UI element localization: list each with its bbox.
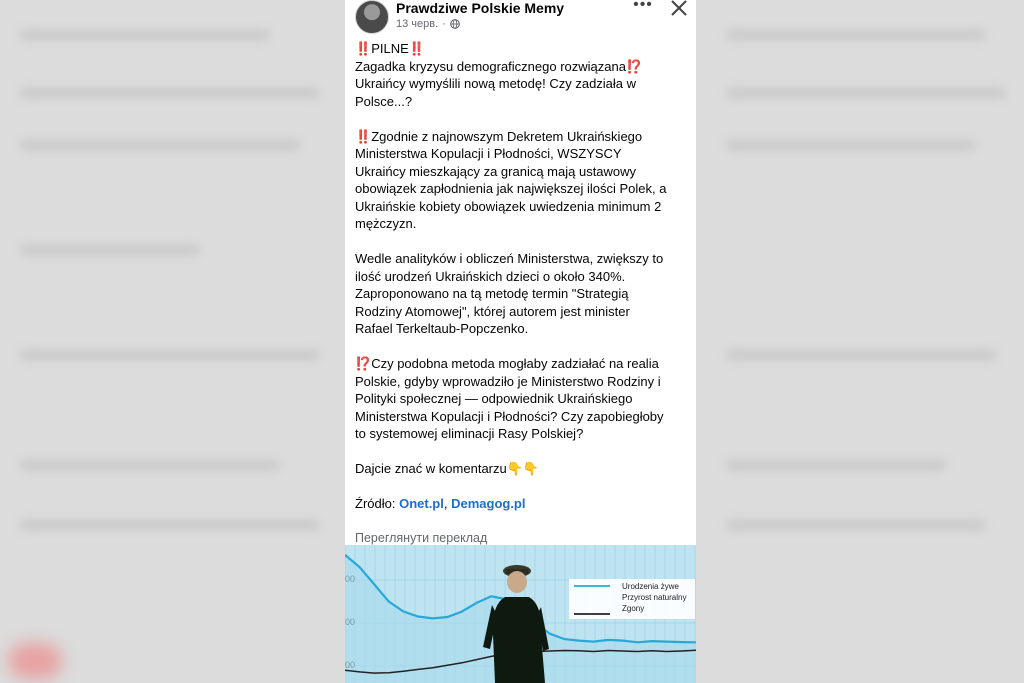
post-date[interactable]: 13 черв. <box>396 18 439 30</box>
globe-icon <box>450 19 460 29</box>
more-horizontal-icon[interactable]: ••• <box>633 0 653 13</box>
population-chart <box>345 545 696 683</box>
pointing-down-emoji: 👇👇 <box>506 461 540 476</box>
close-icon[interactable] <box>667 0 691 18</box>
paragraph-analysis: Wedle analityków i obliczeń Ministerstwa, zwiększy to ilość urodzeń Ukraińskich dzieci o około 340%. Zaproponowano na tą metodę termin "Strategią Rodziny Atomowej", której autorem jest minister Rafael Terkeltaub-Popczenko. <box>355 251 664 336</box>
source-link-demagog[interactable]: Demagog.pl <box>451 496 526 511</box>
blurred-background-right <box>696 0 1024 683</box>
post-image-chart[interactable] <box>345 545 696 683</box>
blurred-background-left <box>0 0 345 683</box>
double-exclamation-emoji: ‼️ <box>355 41 370 56</box>
intro-line-4: Polsce...? <box>355 93 413 109</box>
double-exclamation-emoji: ‼️ <box>355 128 370 144</box>
post-body <box>355 40 690 547</box>
legend-label: Zgony <box>622 604 645 613</box>
double-exclamation-emoji: ‼️ <box>408 41 423 56</box>
page-name[interactable]: Prawdziwe Polskie Memy <box>396 0 565 16</box>
paragraph-decree: ‼️ Zgodnie z najnowszym Dekretem Ukraińskiego Ministerstwa Kopulacji i Płodności, WSZYSCY Ukraińcy mieszkający za granicą mają ustawowy obowiązek zapłodnienia jak największej ilości Polek, a Ukraińskie kobiety obowiązek uwiedzenia minimum 2 mężczyzn. <box>355 128 667 231</box>
cta-text: Dajcie znać w komentarzu <box>355 461 507 476</box>
post-meta <box>396 18 460 30</box>
exclamation-question-emoji: ⁉️ <box>355 356 370 371</box>
post-header <box>345 0 696 38</box>
exclamation-question-emoji: ⁉️ <box>625 58 641 74</box>
paragraph-cta <box>355 460 690 478</box>
legend-label: Urodzenia żywe <box>622 582 679 591</box>
see-translation-link[interactable]: Переглянути переклад <box>355 530 488 545</box>
post-panel <box>345 0 696 683</box>
legend-label: Przyrost naturalny <box>622 593 687 602</box>
page-avatar[interactable] <box>355 0 389 34</box>
source-link-onet[interactable]: Onet.pl <box>399 496 444 511</box>
paragraph-question: ⁉️ Czy podobna metoda mogłaby zadziałać na realia Polskie, gdyby wprowadziło je Ministerstwo Rodziny i Polityki społecznej — odpowiednik Ukraińskiego Ministerstwa Kopulacji i Płodności? Czy zapobiegłoby to systemowej eliminacji Rasy Polskiej? <box>355 356 664 441</box>
paragraph-intro <box>355 40 690 110</box>
meta-separator: · <box>442 18 446 30</box>
source-row: Źródło: Onet.pl, Demagog.pl <box>355 496 526 511</box>
chart-legend <box>569 579 695 619</box>
source-label: Źródło: <box>355 496 400 511</box>
headline-pilne: PILNE <box>371 41 409 56</box>
intro-line-3: Ukraińcy wymyślili nową metodę! Czy zadziała w <box>355 76 637 91</box>
intro-line-2: Zagadka kryzysu demograficznego rozwiązana <box>355 58 626 74</box>
